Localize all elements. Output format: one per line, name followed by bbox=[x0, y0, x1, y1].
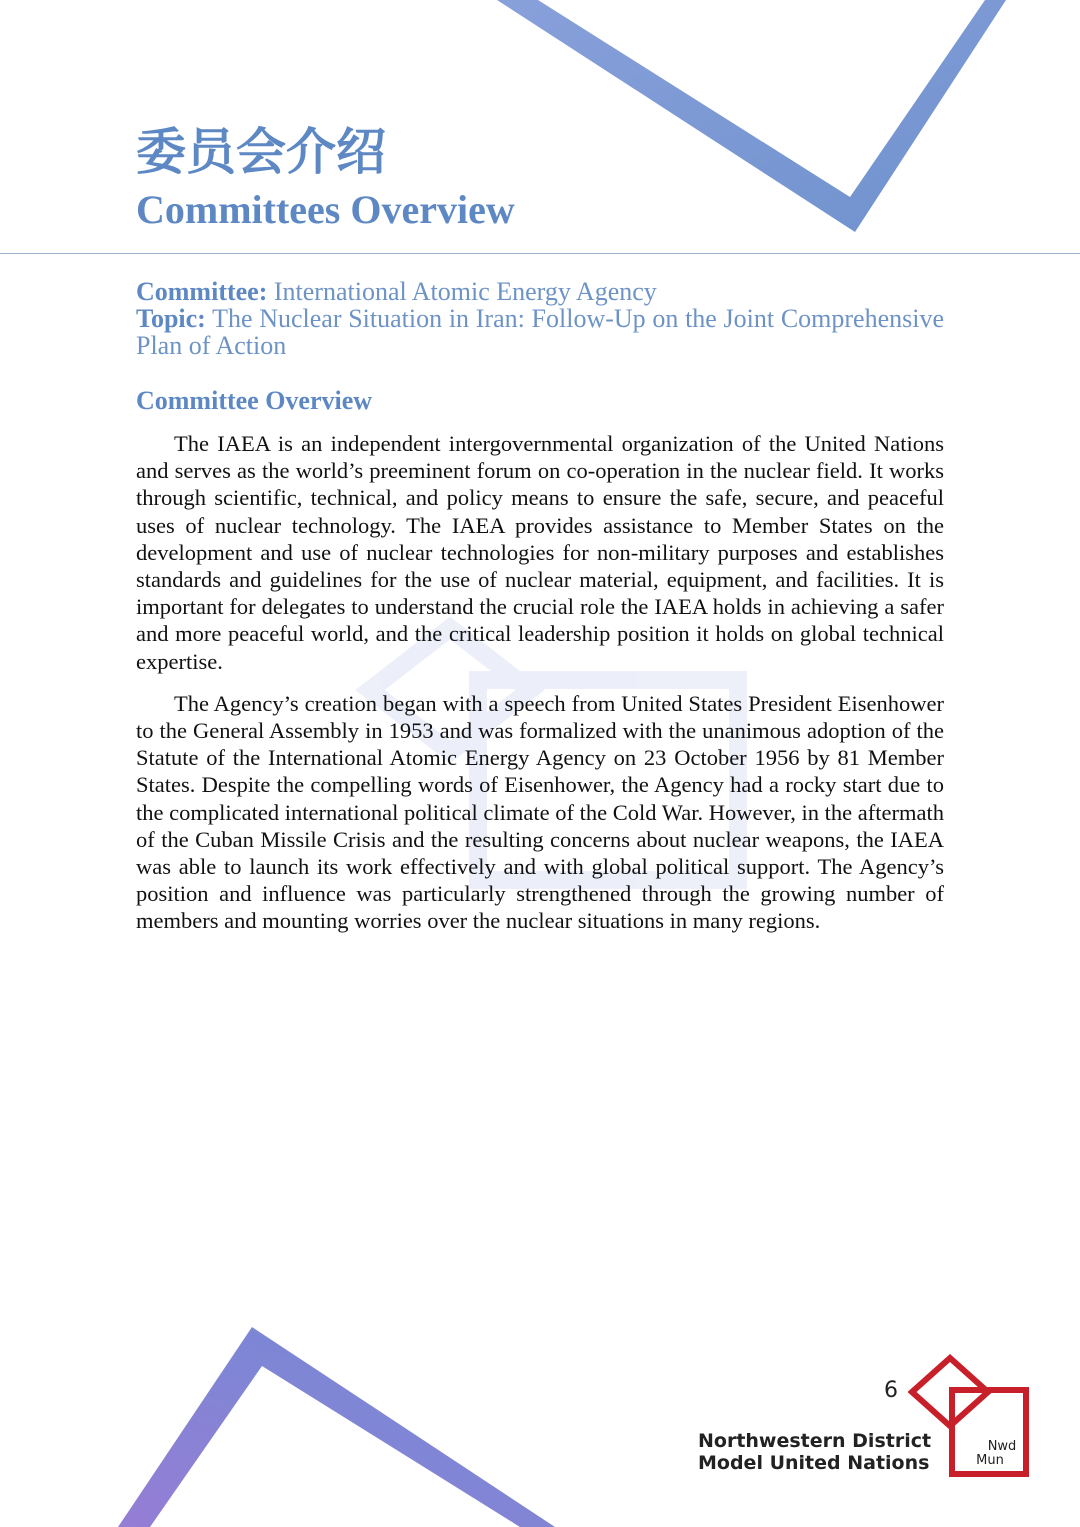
committee-row bbox=[136, 278, 944, 305]
organization-name-line2: Model United Nations bbox=[698, 1452, 930, 1474]
body-paragraph: The IAEA is an independent intergovernmental organization of the United Nations and serves as the world’s preeminent forum on co-operation in the nuclear field. It works through scientific, technical, and policy means to ensure the safe, secure, and peaceful uses of nuclear technology. The IAEA provides assistance to Member States on the development and use of nuclear technologies for non-military purposes and establishes standards and guidelines for the use of nuclear material, equipment, and facilities. It is important for delegates to understand the crucial role the IAEA holds in achieving a safer and more peaceful world, and the critical leadership position it holds on global technical expertise. bbox=[136, 431, 944, 674]
page-title-chinese: 委员会介绍 bbox=[136, 123, 386, 181]
committee-info bbox=[136, 278, 944, 359]
organization-name bbox=[698, 1430, 931, 1474]
topic-value: The Nuclear Situation in Iran: Follow-Up on the Joint Comprehensive Plan of Action bbox=[136, 304, 945, 360]
logo-text-line2: Mun bbox=[976, 1453, 1004, 1468]
committee-value: International Atomic Energy Agency bbox=[273, 277, 657, 306]
top-stripe-decoration bbox=[497, 0, 1006, 232]
section-heading: Committee Overview bbox=[136, 386, 373, 415]
page-number: 6 bbox=[884, 1378, 898, 1403]
committee-label: Committee: bbox=[136, 277, 268, 306]
section-body bbox=[136, 430, 944, 950]
topic-row bbox=[136, 305, 944, 359]
body-paragraph: The Agency’s creation began with a speech from United States President Eisenhower to the General Assembly in 1953 and was formalized with the unanimous adoption of the Statute of the International Atomic Energy Agency on 23 October 1956 by 81 Member States. Despite the compelling words of Eisenhower, the Agency had a rocky start due to the complicated international political climate of the Cold War. However, in the aftermath of the Cuban Missile Crisis and the resulting concerns about nuclear weapons, the IAEA was able to launch its work effectively and with global political support. The Agency’s position and influence was particularly strengthened through the growing number of members and mounting worries over the nuclear situations in many regions. bbox=[136, 690, 944, 934]
organization-name-line1: Northwestern District bbox=[698, 1430, 932, 1452]
header-divider bbox=[0, 253, 1080, 254]
topic-label: Topic: bbox=[136, 304, 206, 333]
page-title-english: Committees Overview bbox=[136, 187, 515, 232]
nwdmun-logo bbox=[908, 1354, 1032, 1478]
bottom-stripe-decoration bbox=[118, 1327, 555, 1527]
logo-text-line1: Nwd bbox=[987, 1439, 1017, 1454]
